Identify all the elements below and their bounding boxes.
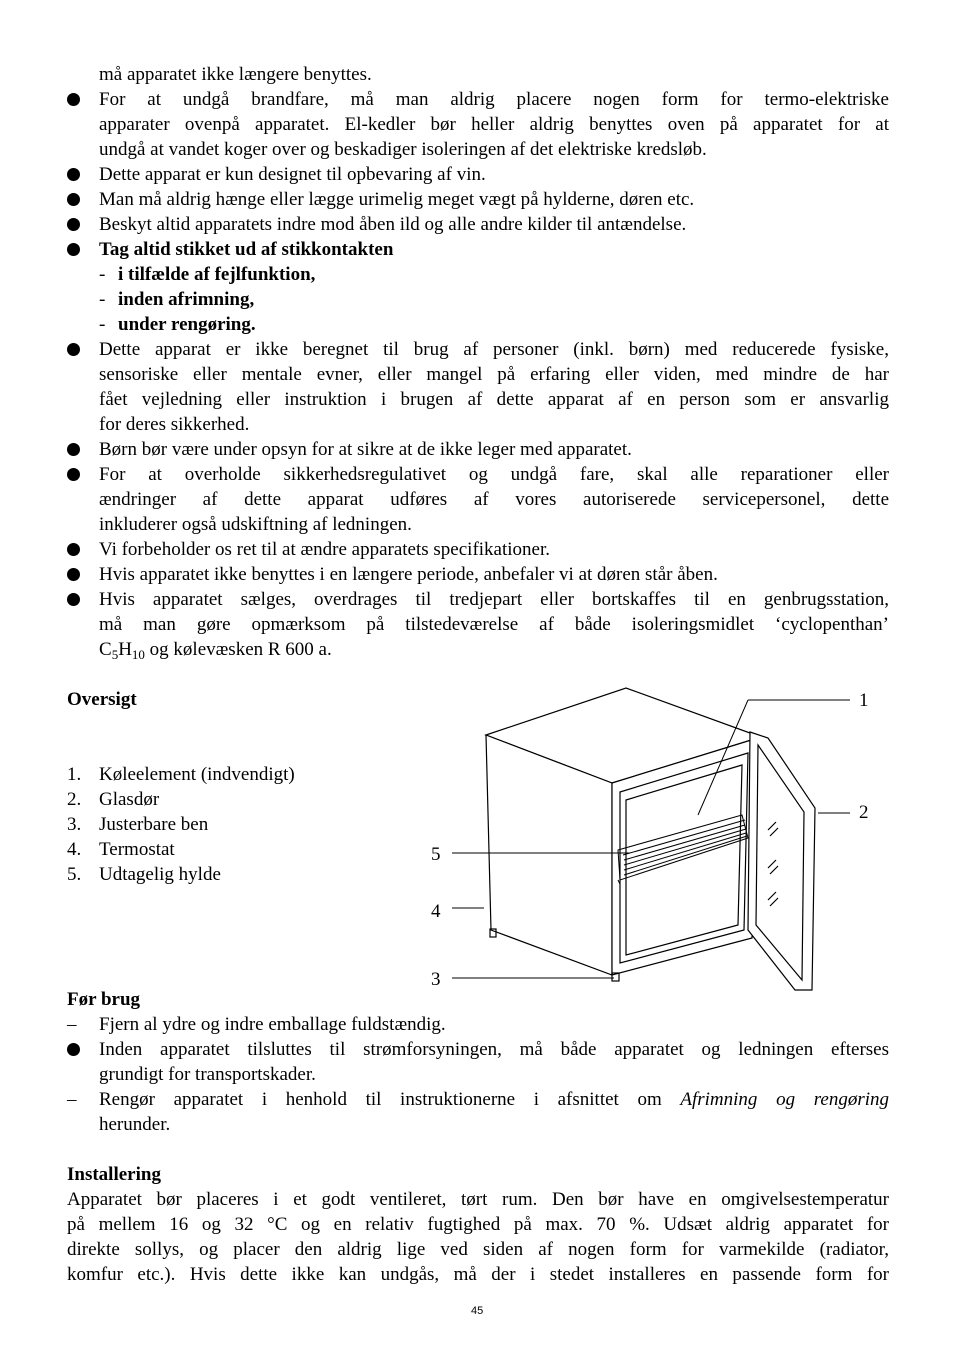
installation-line-2: på mellem 16 og 32 °C og en relativ fugtighed på max. 70 %. Udsæt aldrig apparatet for bbox=[67, 1214, 889, 1235]
warning-5-sub-1: i tilfælde af fejlfunktion, bbox=[118, 264, 316, 285]
overview-item-label: Justerbare ben bbox=[99, 814, 209, 835]
warning-6-line-4: for deres sikkerhed. bbox=[99, 414, 250, 435]
warning-1-line-1: For at undgå brandfare, må man aldrig placere nogen form for termo-elektriske bbox=[99, 89, 889, 110]
warning-6-line-2: sensoriske eller mentale evner, eller mangel på erfaring eller viden, med mindre de har bbox=[99, 364, 889, 385]
bullet-icon bbox=[67, 443, 80, 456]
section-reference: Afrimning og rengøring bbox=[680, 1089, 889, 1110]
warning-8-line-2: ændringer af dette apparat udføres af vores autoriserede servicepersonel, dette bbox=[99, 489, 889, 510]
overview-item-label: Udtagelig hylde bbox=[99, 864, 221, 885]
overview-item-num: 4. bbox=[67, 839, 82, 860]
overview-item-num: 5. bbox=[67, 864, 82, 885]
installation-line-1: Apparatet bør placeres i et godt ventileret, tørt rum. Den bør have en omgivelsestemperatur bbox=[67, 1189, 889, 1210]
before-use-item-3-line-2: herunder. bbox=[99, 1114, 171, 1135]
warning-11-line-1: Hvis apparatet sælges, overdrages til tredjepart eller bortskaffes til en genbrugsstation, bbox=[99, 589, 889, 610]
bullet-icon bbox=[67, 343, 80, 356]
warning-11-line-2: må man gøre opmærksom på tilstedeværelse af både isoleringsmidlet ‘cyclopenthan’ bbox=[99, 614, 889, 635]
before-use-item-1: Fjern al ydre og indre emballage fuldstændig. bbox=[99, 1014, 446, 1035]
warning-2: Dette apparat er kun designet til opbevaring af vin. bbox=[99, 164, 486, 185]
bullet-icon bbox=[67, 568, 80, 581]
overview-item-num: 2. bbox=[67, 789, 82, 810]
removable-shelf bbox=[618, 815, 748, 884]
warning-1-line-3: undgå at vandet koger over og beskadiger isoleringen af det elektriske kredsløb. bbox=[99, 139, 707, 160]
bullet-icon bbox=[67, 543, 80, 556]
dash-marker: – bbox=[67, 1014, 77, 1035]
formula-h-subscript: 10 bbox=[131, 647, 145, 662]
overview-item-label: Termostat bbox=[99, 839, 175, 860]
diagram-label-4: 4 bbox=[431, 901, 441, 922]
warning-6-line-1: Dette apparat er ikke beregnet til brug af personer (inkl. børn) med reducerede fysiske, bbox=[99, 339, 889, 360]
warning-5-sub-2: inden afrimning, bbox=[118, 289, 255, 310]
formula-h: H bbox=[118, 639, 132, 660]
warning-8-line-3: inkluderer også udskiftning af ledningen. bbox=[99, 514, 412, 535]
warning-11-line-3 bbox=[99, 637, 332, 662]
warning-9: Vi forbeholder os ret til at ændre apparatets specifikationer. bbox=[99, 539, 551, 560]
before-use-item-2-line-2: grundigt for transportskader. bbox=[99, 1064, 316, 1085]
warning-1-line-2: apparater ovenpå apparatet. El-kedler bør heller aldrig benyttes oven på apparatet for at bbox=[99, 114, 889, 135]
page-number: 45 bbox=[471, 1305, 484, 1317]
dash-marker: - bbox=[99, 264, 106, 285]
installation-heading: Installering bbox=[67, 1164, 161, 1185]
warning-8-line-1: For at overholde sikkerhedsregulativet og undgå fare, skal alle reparationer eller bbox=[99, 464, 889, 485]
before-use-heading: Før brug bbox=[67, 989, 141, 1010]
warning-continuation: må apparatet ikke længere benyttes. bbox=[99, 64, 372, 85]
before-use-item-3-line-1 bbox=[99, 1087, 889, 1112]
bullet-icon bbox=[67, 468, 80, 481]
overview-item-label: Glasdør bbox=[99, 789, 160, 810]
installation-line-4: komfur etc.). Hvis dette ikke kan undgås, må der i stedet installeres en passende form for bbox=[67, 1264, 889, 1285]
diagram-label-1: 1 bbox=[859, 690, 869, 711]
warning-5-sub-3: under rengøring. bbox=[118, 314, 256, 335]
leader-lines bbox=[452, 700, 850, 978]
overview-heading: Oversigt bbox=[67, 689, 137, 710]
dash-marker: – bbox=[67, 1089, 77, 1110]
dash-marker: - bbox=[99, 289, 106, 310]
diagram-label-3: 3 bbox=[431, 969, 441, 990]
overview-item-num: 3. bbox=[67, 814, 82, 835]
bullet-icon bbox=[67, 243, 80, 256]
warning-4: Beskyt altid apparatets indre mod åben ild og alle andre kilder til antændelse. bbox=[99, 214, 687, 235]
before-use-item-3-text: Rengør apparatet i henhold til instruktionerne i afsnittet om bbox=[99, 1089, 681, 1110]
formula-c: C bbox=[99, 639, 112, 660]
diagram-label-2: 2 bbox=[859, 802, 869, 823]
bullet-icon bbox=[67, 218, 80, 231]
bullet-icon bbox=[67, 93, 80, 106]
bullet-icon bbox=[67, 168, 80, 181]
before-use-item-2-line-1: Inden apparatet tilsluttes til strømforsyningen, må både apparatet og ledningen efterses bbox=[99, 1039, 889, 1060]
warning-6-line-3: fået vejledning eller instruktion i brugen af dette apparat af en person som er ansvarlig bbox=[99, 389, 889, 410]
overview-item-num: 1. bbox=[67, 764, 82, 785]
overview-item-label: Køleelement (indvendigt) bbox=[99, 764, 295, 785]
formula-c-subscript: 5 bbox=[111, 647, 119, 662]
warning-7: Børn bør være under opsyn for at sikre at de ikke leger med apparatet. bbox=[99, 439, 632, 460]
dash-marker: - bbox=[99, 314, 106, 335]
diagram-label-5: 5 bbox=[431, 844, 441, 865]
formula-tail: og kølevæsken R 600 a. bbox=[144, 639, 332, 660]
bullet-icon bbox=[67, 1043, 80, 1056]
glass-door bbox=[748, 732, 815, 990]
warning-5: Tag altid stikket ud af stikkontakten bbox=[99, 239, 394, 260]
bullet-icon bbox=[67, 593, 80, 606]
warning-10: Hvis apparatet ikke benyttes i en længere periode, anbefaler vi at døren står åben. bbox=[99, 564, 718, 585]
warning-3: Man må aldrig hænge eller lægge urimelig meget vægt på hylderne, døren etc. bbox=[99, 189, 695, 210]
installation-line-3: direkte sollys, og placer den aldrig lige ved siden af nogen form for varmekilde (radiator, bbox=[67, 1239, 889, 1260]
bullet-icon bbox=[67, 193, 80, 206]
cabinet-outline bbox=[486, 688, 761, 981]
